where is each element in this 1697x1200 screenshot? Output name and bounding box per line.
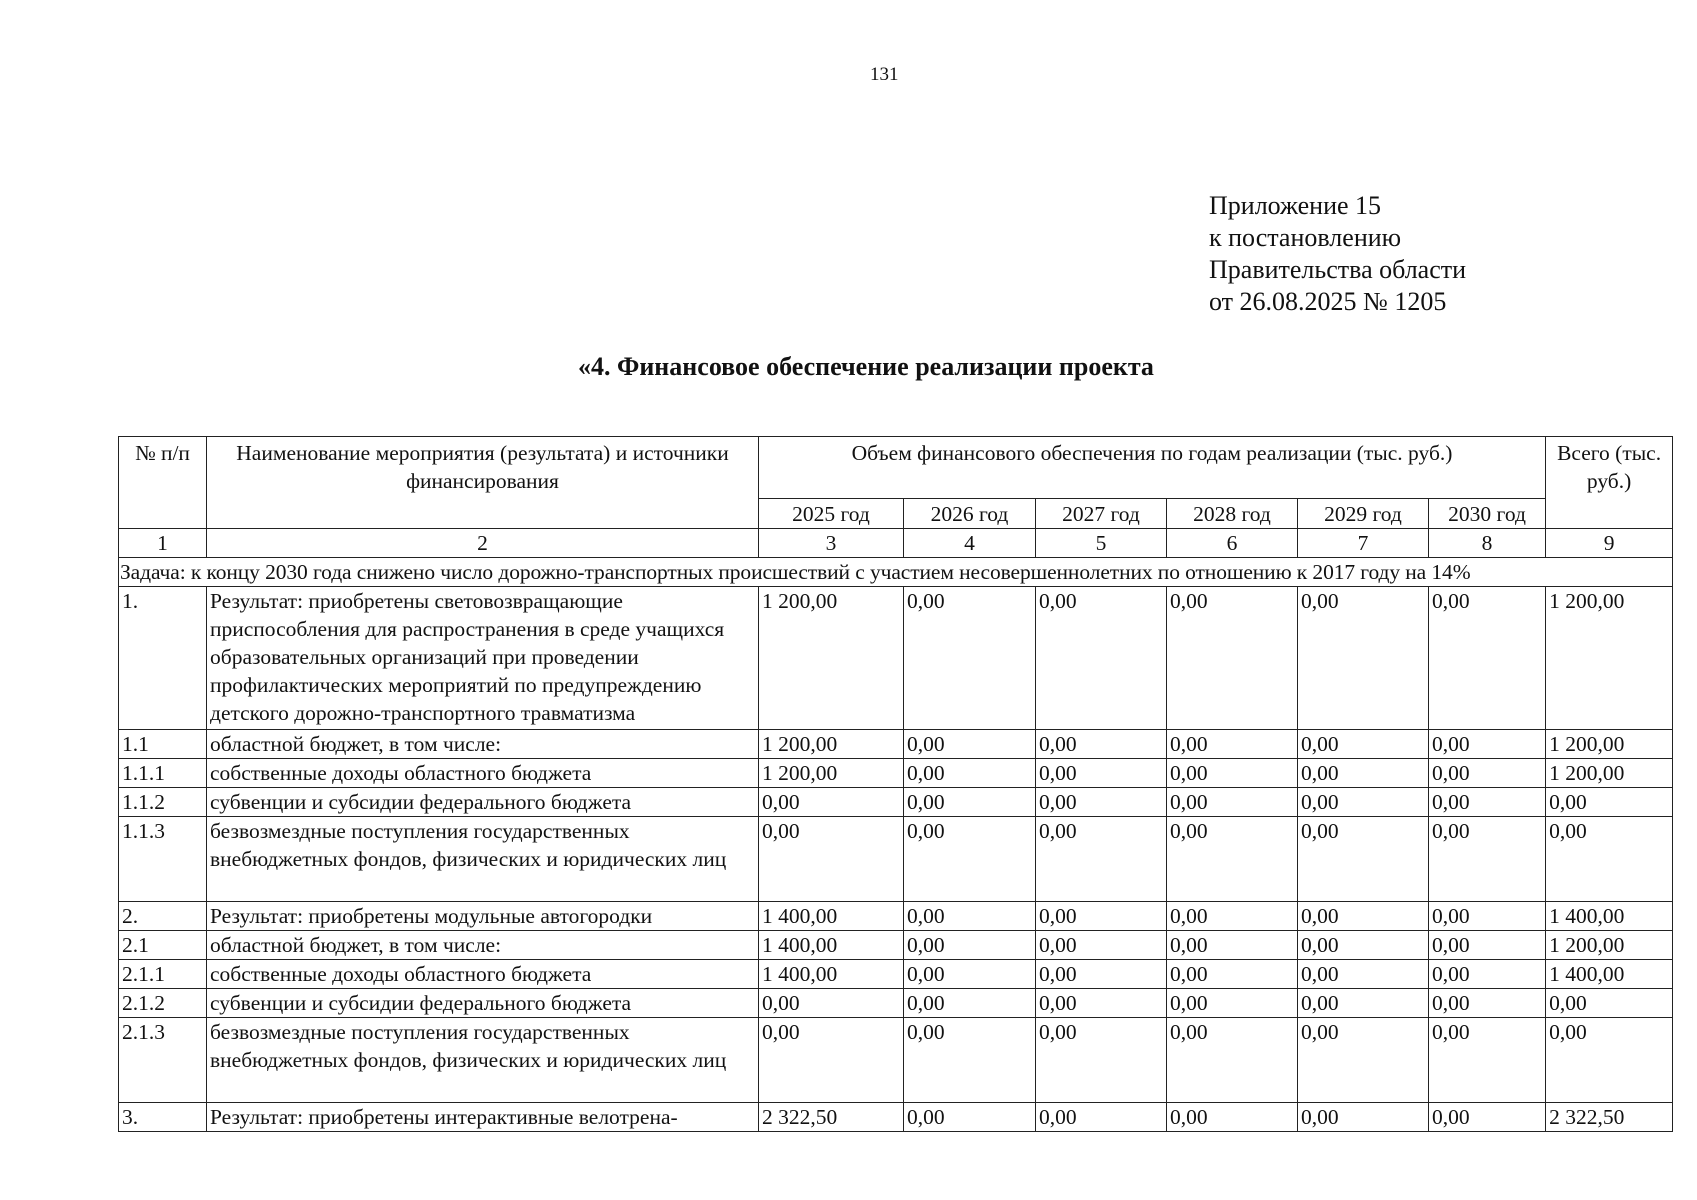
- row-value: 0,00: [1167, 931, 1298, 960]
- row-value: 0,00: [1429, 730, 1546, 759]
- row-total: 0,00: [1546, 989, 1673, 1018]
- row-value: 0,00: [1298, 1103, 1429, 1132]
- row-value: 0,00: [904, 759, 1036, 788]
- header-year: 2027 год: [1036, 499, 1167, 529]
- row-number: 1.1.2: [119, 788, 207, 817]
- financing-table: [118, 436, 1673, 1132]
- table-row: [119, 989, 1673, 1018]
- row-value: 0,00: [1167, 587, 1298, 730]
- column-number: 9: [1546, 529, 1673, 558]
- row-value: 0,00: [904, 817, 1036, 902]
- row-value: 0,00: [1429, 931, 1546, 960]
- row-value: 0,00: [1298, 989, 1429, 1018]
- row-number: 1.: [119, 587, 207, 730]
- row-value: 0,00: [904, 1018, 1036, 1103]
- row-value: 0,00: [904, 931, 1036, 960]
- row-value: 0,00: [1298, 788, 1429, 817]
- row-value: 0,00: [1298, 759, 1429, 788]
- row-value: 0,00: [1429, 960, 1546, 989]
- column-number: 7: [1298, 529, 1429, 558]
- row-value: 1 400,00: [759, 960, 904, 989]
- annex-line: Правительства области: [1209, 255, 1467, 284]
- row-value: 0,00: [904, 587, 1036, 730]
- row-value: 0,00: [1298, 730, 1429, 759]
- row-number: 2.: [119, 902, 207, 931]
- column-number: 3: [759, 529, 904, 558]
- row-value: 0,00: [1036, 730, 1167, 759]
- row-value: 0,00: [1036, 1018, 1167, 1103]
- row-total: 1 200,00: [1546, 931, 1673, 960]
- row-total: 0,00: [1546, 817, 1673, 902]
- row-value: 0,00: [1167, 1018, 1298, 1103]
- column-number: 8: [1429, 529, 1546, 558]
- header-year: 2025 год: [759, 499, 904, 529]
- row-value: 1 400,00: [759, 902, 904, 931]
- table-row: [119, 788, 1673, 817]
- row-total: 1 200,00: [1546, 759, 1673, 788]
- row-value: 0,00: [904, 989, 1036, 1018]
- row-number: 2.1.2: [119, 989, 207, 1018]
- row-value: 0,00: [1167, 817, 1298, 902]
- row-name: безвозмездные поступления государственных внебюджетных фондов, физических и юридических лиц: [207, 817, 759, 902]
- table-row: [119, 902, 1673, 931]
- row-value: 0,00: [1036, 960, 1167, 989]
- column-number: 6: [1167, 529, 1298, 558]
- header-year: 2029 год: [1298, 499, 1429, 529]
- row-total: 1 200,00: [1546, 730, 1673, 759]
- annex-line: Приложение 15: [1209, 191, 1382, 220]
- table-row: [119, 759, 1673, 788]
- annex-line: от 26.08.2025 № 1205: [1209, 287, 1447, 316]
- row-number: 2.1.3: [119, 1018, 207, 1103]
- row-value: 1 400,00: [759, 931, 904, 960]
- row-value: 0,00: [1167, 759, 1298, 788]
- table-row: [119, 587, 1673, 730]
- row-name: субвенции и субсидии федерального бюджета: [207, 989, 759, 1018]
- header-num: № п/п: [119, 437, 207, 529]
- table-row: [119, 1103, 1673, 1132]
- table-row: [119, 730, 1673, 759]
- row-value: 0,00: [1036, 587, 1167, 730]
- header-year: 2030 год: [1429, 499, 1546, 529]
- row-number: 1.1.1: [119, 759, 207, 788]
- page-number: 131: [870, 64, 899, 85]
- row-total: 1 200,00: [1546, 587, 1673, 730]
- row-number: 3.: [119, 1103, 207, 1132]
- task-row: [119, 558, 1673, 587]
- row-value: 1 200,00: [759, 587, 904, 730]
- row-value: 0,00: [759, 817, 904, 902]
- table-row: [119, 960, 1673, 989]
- row-number: 1.1: [119, 730, 207, 759]
- column-number: 2: [207, 529, 759, 558]
- row-value: 0,00: [1429, 817, 1546, 902]
- header-total: Всего (тыс. руб.): [1546, 437, 1673, 529]
- row-value: 0,00: [1167, 960, 1298, 989]
- row-name: областной бюджет, в том числе:: [207, 931, 759, 960]
- row-name: областной бюджет, в том числе:: [207, 730, 759, 759]
- row-value: 0,00: [1167, 989, 1298, 1018]
- row-total: 2 322,50: [1546, 1103, 1673, 1132]
- annex-block: [1209, 190, 1466, 318]
- row-value: 0,00: [904, 902, 1036, 931]
- task-cell: Задача: к концу 2030 года снижено число дорожно-транспортных происшествий с участием несовершеннолетних по отношению к 2017 году на 14%: [119, 558, 1673, 587]
- table-body: [119, 558, 1673, 1132]
- header-year: 2028 год: [1167, 499, 1298, 529]
- column-number: 5: [1036, 529, 1167, 558]
- table-row: [119, 931, 1673, 960]
- column-number: 4: [904, 529, 1036, 558]
- row-value: 0,00: [1429, 759, 1546, 788]
- row-name: собственные доходы областного бюджета: [207, 960, 759, 989]
- row-total: 1 400,00: [1546, 960, 1673, 989]
- row-value: 0,00: [1036, 989, 1167, 1018]
- row-name: Результат: приобретены модульные автогородки: [207, 902, 759, 931]
- document-title: «4. Финансовое обеспечение реализации проекта: [578, 352, 1154, 381]
- table-header: [119, 437, 1673, 558]
- row-value: 0,00: [1429, 1018, 1546, 1103]
- row-name: Результат: приобретены световозвращающие приспособления для распространения в среде учащихся образовательных организаций при проведении профилактических мероприятий по предупреждению детского дорожно-транспортного травматизма: [207, 587, 759, 730]
- row-value: 0,00: [1429, 989, 1546, 1018]
- row-value: 0,00: [1298, 817, 1429, 902]
- annex-line: к постановлению: [1209, 223, 1402, 252]
- row-number: 2.1.1: [119, 960, 207, 989]
- row-value: 0,00: [1429, 1103, 1546, 1132]
- row-value: 0,00: [1167, 1103, 1298, 1132]
- row-number: 2.1: [119, 931, 207, 960]
- row-value: 0,00: [1429, 587, 1546, 730]
- row-total: 0,00: [1546, 1018, 1673, 1103]
- row-value: 0,00: [1298, 902, 1429, 931]
- row-value: 2 322,50: [759, 1103, 904, 1132]
- row-value: 0,00: [1167, 730, 1298, 759]
- row-value: 0,00: [1036, 931, 1167, 960]
- row-value: 1 200,00: [759, 759, 904, 788]
- row-name: Результат: приобретены интерактивные велотрена-: [207, 1103, 759, 1132]
- row-value: 1 200,00: [759, 730, 904, 759]
- header-volume: Объем финансового обеспечения по годам реализации (тыс. руб.): [759, 437, 1546, 499]
- row-name: субвенции и субсидии федерального бюджета: [207, 788, 759, 817]
- row-value: 0,00: [1036, 759, 1167, 788]
- row-value: 0,00: [904, 960, 1036, 989]
- row-value: 0,00: [1298, 1018, 1429, 1103]
- table-row: [119, 1018, 1673, 1103]
- row-value: 0,00: [1167, 902, 1298, 931]
- column-number: 1: [119, 529, 207, 558]
- row-value: 0,00: [1298, 587, 1429, 730]
- row-value: 0,00: [759, 989, 904, 1018]
- table-row: [119, 817, 1673, 902]
- header-name: Наименование мероприятия (результата) и источники финансирования: [207, 437, 759, 529]
- header-year: 2026 год: [904, 499, 1036, 529]
- row-total: 1 400,00: [1546, 902, 1673, 931]
- row-value: 0,00: [904, 1103, 1036, 1132]
- row-value: 0,00: [904, 730, 1036, 759]
- row-name: безвозмездные поступления государственных внебюджетных фондов, физических и юридических лиц: [207, 1018, 759, 1103]
- row-value: 0,00: [1298, 931, 1429, 960]
- row-value: 0,00: [1429, 902, 1546, 931]
- row-value: 0,00: [1036, 902, 1167, 931]
- row-name: собственные доходы областного бюджета: [207, 759, 759, 788]
- row-value: 0,00: [1298, 960, 1429, 989]
- column-numbers-row: [119, 529, 1673, 558]
- row-value: 0,00: [1429, 788, 1546, 817]
- row-value: 0,00: [904, 788, 1036, 817]
- row-value: 0,00: [1036, 1103, 1167, 1132]
- row-value: 0,00: [1167, 788, 1298, 817]
- row-value: 0,00: [1036, 817, 1167, 902]
- row-value: 0,00: [759, 788, 904, 817]
- row-value: 0,00: [1036, 788, 1167, 817]
- row-number: 1.1.3: [119, 817, 207, 902]
- row-total: 0,00: [1546, 788, 1673, 817]
- row-value: 0,00: [759, 1018, 904, 1103]
